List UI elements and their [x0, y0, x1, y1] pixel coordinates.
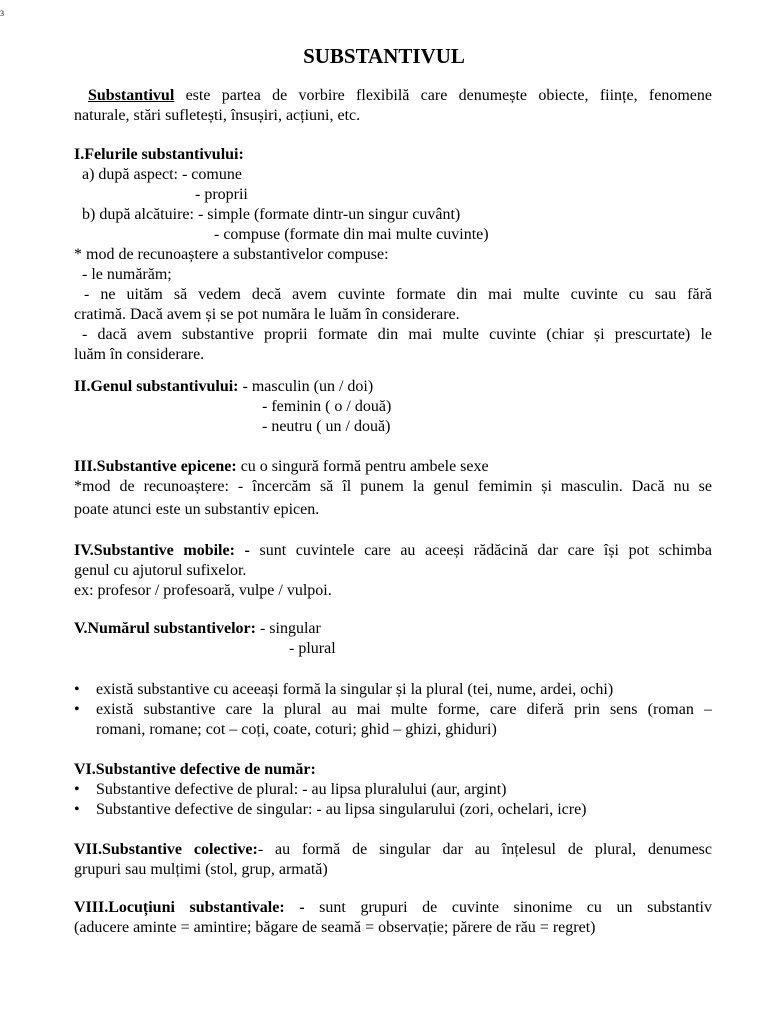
section-6	[74, 760, 712, 820]
section-1-rule-1: - le numărăm;	[82, 266, 172, 283]
section-1-rule-3-line-1: - dacă avem substantive proprii formate din mai multe cuvinte (chiar și prescurtate) le	[82, 326, 712, 343]
section-1-recognition: * mod de recunoaștere a substantivelor compuse:	[74, 246, 389, 263]
section-8-line-2: (aducere aminte = amintire; băgare de seamă = observație; părere de rău = regret)	[74, 919, 596, 936]
section-1	[74, 145, 712, 365]
section-5	[74, 619, 712, 659]
section-1-rule-2-line-2: cratimă. Dacă avem și se pot număra le luăm în considerare.	[74, 306, 460, 323]
section-2-heading: II.Genul substantivului:	[74, 378, 239, 395]
section-4-example: ex: profesor / profesoară, vulpe / vulpoi.	[74, 582, 332, 599]
section-7-heading-line: VII.Substantive colective:- au formă de singular dar au înțelesul de plural, denumesc	[74, 841, 712, 858]
section-6-heading: VI.Substantive defective de număr:	[74, 761, 316, 778]
section-3-heading: III.Substantive epicene:	[74, 458, 237, 475]
intro-term: Substantivul	[88, 87, 175, 104]
section-1-structure-line: b) după alcătuire: - simple (formate dintr-un singur cuvânt)	[82, 206, 461, 223]
section-2	[74, 377, 712, 437]
section-1-aspect-line: a) după aspect: - comune	[82, 166, 242, 183]
section-1-rule-2-line-1: - ne uităm să vedem decă avem cuvinte formate din mai multe cuvinte cu sau fără	[84, 286, 712, 303]
section-2-heading-line	[74, 377, 712, 397]
gender-masculin: - masculin (un / doi)	[238, 378, 374, 395]
list-item: • există substantive cu aceeași formă la singular și la plural (tei, nume, ardei, ochi)	[74, 681, 614, 698]
section-4	[74, 541, 712, 601]
number-plural: - plural	[289, 640, 336, 657]
section-1-structure-compuse: - compuse (formate din mai multe cuvinte)	[214, 226, 489, 243]
gender-neutru: - neutru ( un / două)	[262, 418, 391, 435]
list-item: • Substantive defective de singular: - au lipsa singularului (zori, ochelari, icre)	[74, 801, 587, 818]
section-7-heading: VII.Substantive colective:	[74, 841, 258, 858]
section-7	[74, 840, 712, 880]
section-8	[74, 898, 712, 938]
section-5-heading-line	[74, 619, 712, 639]
section-7-line-2: grupuri sau mulțimi (stol, grup, armată)	[74, 861, 328, 878]
intro-line-1	[74, 86, 712, 106]
intro-line-2: naturale, stări sufletești, însușiri, acțiuni, etc.	[74, 107, 361, 124]
number-singular: - singular	[255, 620, 321, 637]
bullet-icon: •	[74, 801, 80, 818]
section-8-heading: VIII.Locuțiuni substantivale: -	[74, 899, 305, 916]
page-corner-mark: 3	[0, 9, 4, 18]
section-5-bullets	[74, 680, 712, 740]
list-item: • Substantive defective de plural: - au lipsa pluralului (aur, argint)	[74, 781, 507, 798]
section-1-rule-3-line-2: luăm în considerare.	[74, 346, 205, 363]
intro-paragraph	[74, 86, 712, 126]
section-3-line-2: poate atunci este un substantiv epicen.	[74, 501, 320, 518]
bullet-icon: •	[74, 701, 80, 718]
list-item: • există substantive care la plural au mai multe forme, care diferă prin sens (roman – romani, romane; cot – coți, coate, coturi; ghid – ghizi, ghiduri)	[74, 701, 712, 738]
section-8-heading-line: VIII.Locuțiuni substantivale: - sunt grupuri de cuvinte sinonime cu un substantiv	[74, 899, 712, 916]
section-3-heading-line: III.Substantive epicene: cu o singură formă pentru ambele sexe	[74, 458, 489, 475]
section-5-heading: V.Numărul substantivelor:	[74, 620, 256, 637]
section-1-heading: I.Felurile substantivului:	[74, 146, 244, 163]
section-4-heading-line: IV.Substantive mobile: - sunt cuvintele care au aceeși rădăcină dar care își pot schimba	[74, 542, 712, 559]
gender-feminin: - feminin ( o / două)	[262, 398, 392, 415]
section-3	[74, 457, 712, 520]
bullet-icon: •	[74, 781, 80, 798]
section-3-line-1: *mod de recunoaștere: - încercăm să îl punem la genul femimin și masculin. Dacă nu se	[74, 478, 712, 495]
bullet-icon: •	[74, 681, 80, 698]
section-1-aspect-proprii: - proprii	[195, 186, 248, 203]
page-title: SUBSTANTIVUL	[303, 44, 465, 68]
section-4-heading: IV.Substantive mobile: -	[74, 542, 250, 559]
section-4-line-2: genul cu ajutorul sufixelor.	[74, 562, 247, 579]
intro-line-1-rest: este partea de vorbire flexibilă care denumește obiecte, ființe, fenomene	[174, 87, 712, 104]
